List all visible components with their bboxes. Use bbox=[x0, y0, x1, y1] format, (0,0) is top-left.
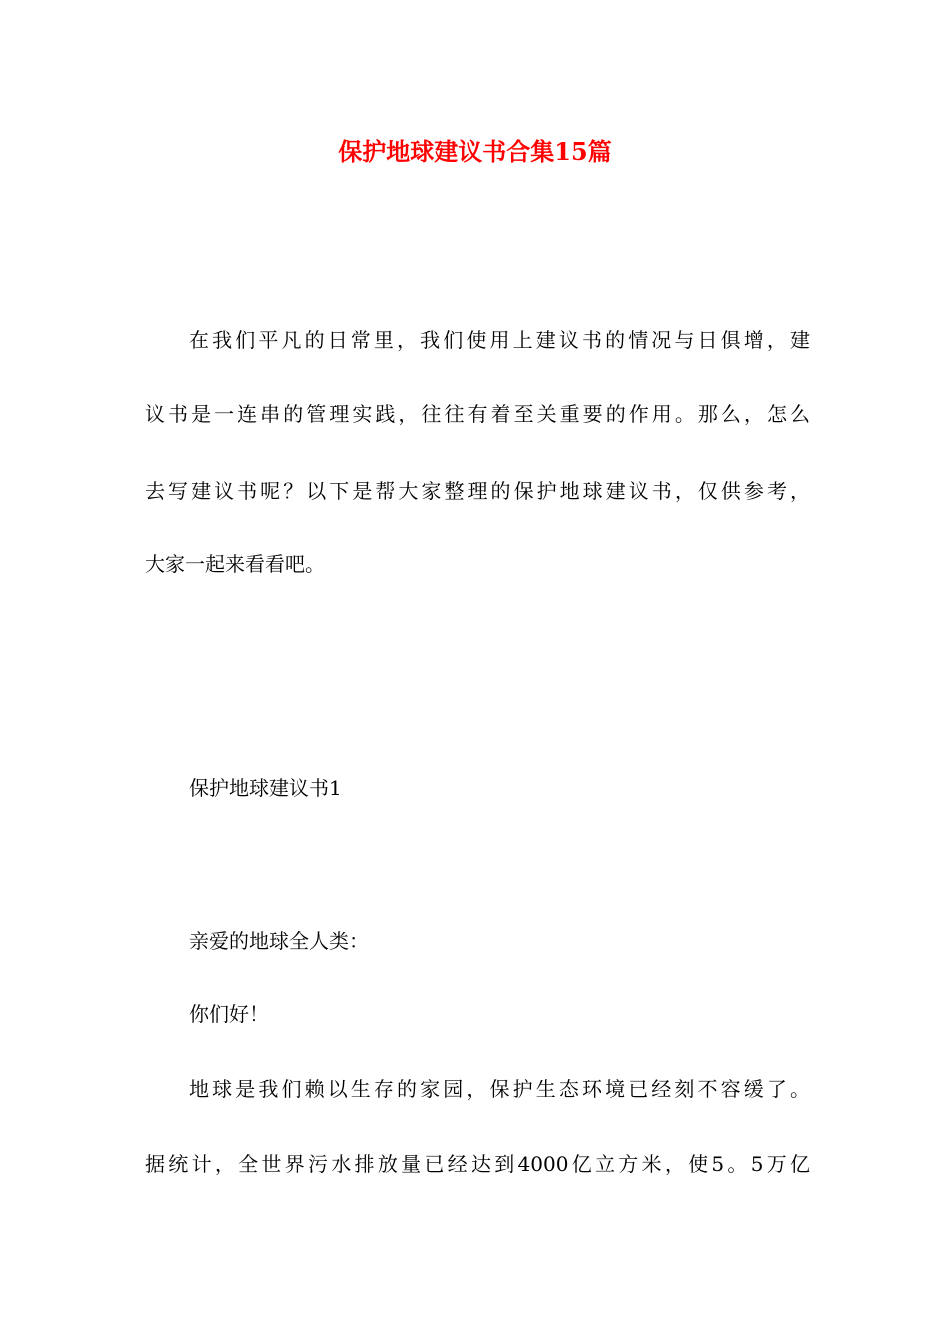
intro-line-4: 大家一起来看看吧。 bbox=[145, 552, 325, 576]
document-title: 保护地球建议书合集15篇 bbox=[338, 137, 612, 166]
intro-line-1: 在我们平凡的日常里，我们使用上建议书的情况与日俱增，建 bbox=[189, 328, 810, 352]
section-heading: 保护地球建议书1 bbox=[189, 776, 342, 800]
body-line-1: 地球是我们赖以生存的家园，保护生态环境已经刻不容缓了。 bbox=[189, 1077, 810, 1101]
salutation: 亲爱的地球全人类： bbox=[189, 929, 369, 953]
intro-line-3: 去写建议书呢？以下是帮大家整理的保护地球建议书，仅供参考， bbox=[145, 479, 810, 503]
greeting: 你们好！ bbox=[189, 1002, 269, 1026]
body-line-2: 据统计，全世界污水排放量已经达到4000亿立方米，使5。5万亿 bbox=[145, 1152, 810, 1176]
intro-line-2: 议书是一连串的管理实践，往往有着至关重要的作用。那么，怎么 bbox=[145, 402, 810, 426]
